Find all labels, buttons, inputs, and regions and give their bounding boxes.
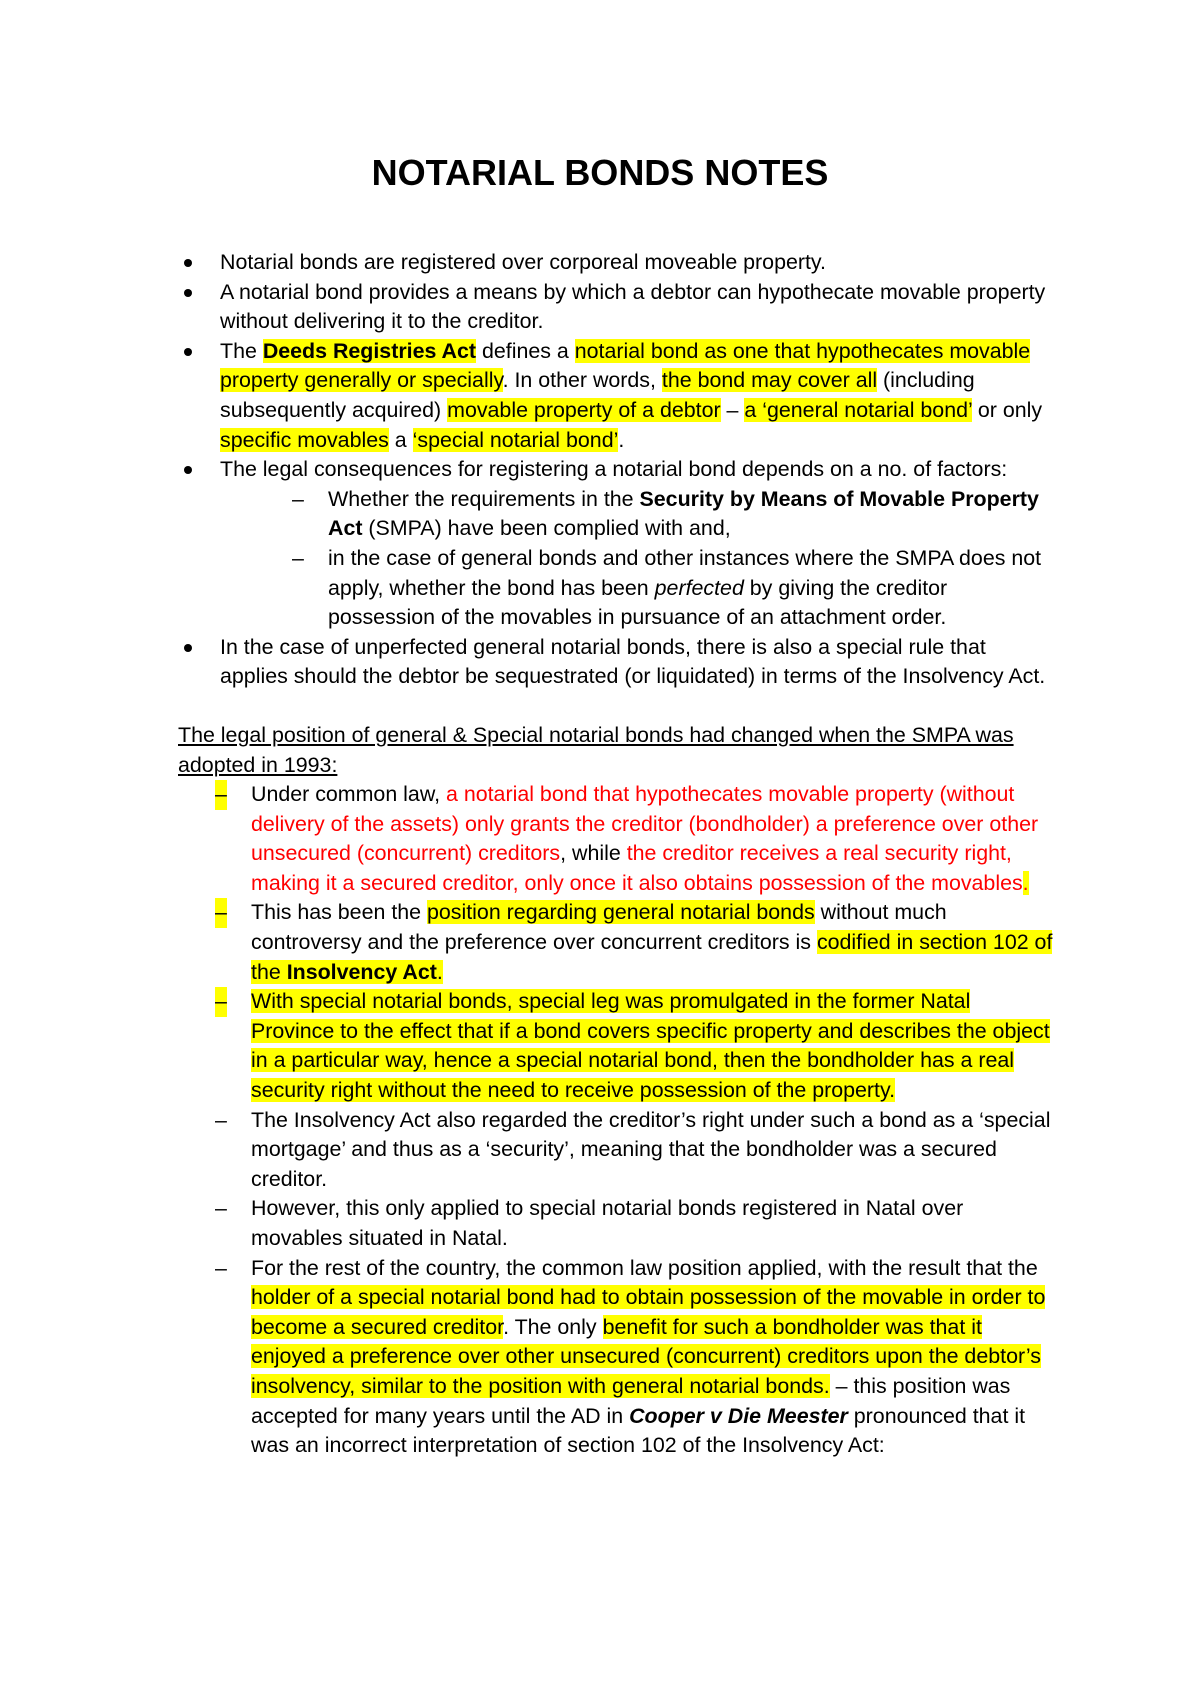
- red-text: the creditor receives a real security right, making it a secured creditor, only once it also obtains possession of the movables: [251, 841, 1023, 895]
- highlighted-text: codified in section 102 of the: [251, 930, 1053, 984]
- act-name: Deeds Registries Act: [262, 338, 477, 363]
- dash-icon: –: [292, 486, 304, 511]
- text-run: Under common law,: [251, 782, 446, 807]
- document-body: [178, 248, 1058, 1461]
- section-item: [215, 898, 1058, 987]
- text-run: (including subsequently acquired): [220, 368, 975, 422]
- text-run: or only: [971, 397, 1043, 422]
- dash-icon: –: [215, 987, 227, 1017]
- sub-list-item: [292, 485, 1058, 544]
- highlighted-text: a ‘general notarial bond’: [744, 397, 972, 422]
- bullet-item: [178, 455, 1058, 633]
- highlighted-text: [287, 960, 437, 984]
- red-text: a notarial bond that hypothecates movable property (without delivery of the assets) only grants the creditor (bondholder) a preference over other unsecured (concurrent) creditors: [251, 782, 1039, 866]
- dash-icon: –: [215, 780, 227, 810]
- text-run: by giving the creditor possession of the movables in pursuance of an attachment order.: [328, 575, 948, 630]
- highlighted-text: With special notarial bonds, special leg was promulgated in the former Natal Province to the effect that if a bond covers specific property and describes the object in a particular way, hence a special notarial bond, then the bondholder has a real security right without the need to receive possession of the property.: [251, 989, 1050, 1103]
- case-name: [629, 1404, 848, 1428]
- bullet-list: [178, 248, 1058, 692]
- text-run: . In other words,: [502, 368, 662, 393]
- dash-icon: –: [292, 545, 304, 570]
- text-run: For the rest of the country, the common law position applied, with the result that the: [251, 1255, 1038, 1280]
- bullet-text: Notarial bonds are registered over corporeal moveable property.: [220, 250, 826, 274]
- section-heading: The legal position of general & Special notarial bonds had changed when the SMPA was adopted in 1993:: [178, 722, 1014, 777]
- highlighted-text: [263, 339, 476, 363]
- text-run: , while: [560, 841, 627, 866]
- highlighted-text: benefit for such a bondholder was that it enjoyed a preference over other unsecured (concurrent) creditors upon the debtor’s insolvency, similar to the position with general notarial bonds.: [251, 1314, 1041, 1398]
- bullet-item: [178, 337, 1058, 455]
- bullet-icon: [184, 466, 192, 474]
- bullet-item: [178, 278, 1058, 337]
- italic-term: perfected: [654, 575, 744, 600]
- text-run: The: [220, 338, 263, 363]
- highlighted-text: position regarding general notarial bonds: [427, 900, 815, 925]
- text-run: without much controversy and the preference over concurrent creditors is: [251, 900, 947, 955]
- sub-list-item: [292, 544, 1058, 633]
- highlighted-text: specific movables: [220, 427, 389, 452]
- highlighted-text: ‘special notarial bond’: [412, 427, 619, 452]
- highlighted-text: .: [436, 959, 443, 984]
- bullet-icon: [184, 644, 192, 652]
- text-run: –: [720, 397, 745, 422]
- dash-icon: –: [215, 1196, 227, 1221]
- text-run: – this position was accepted for many years until the AD in: [251, 1373, 1011, 1428]
- act-name: Security by Means of Movable Property Act: [328, 486, 1039, 541]
- dash-icon: –: [215, 1107, 227, 1132]
- text-run: (SMPA) have been complied with and,: [362, 516, 731, 541]
- bullet-item: [178, 633, 1058, 692]
- case-name-italic: Cooper v Die Meester: [629, 1403, 848, 1428]
- highlighted-text: .: [1022, 870, 1029, 895]
- section-item: [215, 1254, 1058, 1461]
- section-item: [215, 1194, 1058, 1253]
- bullet-icon: [184, 348, 192, 356]
- text-run: defines a: [476, 338, 575, 363]
- bullet-text: The legal consequences for registering a notarial bond depends on a no. of factors:: [220, 457, 1008, 482]
- sub-list: [220, 485, 1058, 633]
- section-item: [215, 780, 1058, 898]
- bullet-icon: [184, 259, 192, 267]
- highlighted-text: movable property of a debtor: [447, 397, 721, 422]
- text-run: Whether the requirements in the: [328, 486, 640, 511]
- highlighted-text: the bond may cover all: [661, 368, 878, 393]
- text-run: in the case of general bonds and other instances where the SMPA does not apply, whether the bond has been: [328, 545, 1042, 600]
- text-run: .: [618, 427, 625, 452]
- bullet-icon: [184, 289, 192, 297]
- text-run: pronounced that it was an incorrect interpretation of section 102 of the Insolvency Act:: [251, 1403, 1026, 1458]
- section-item: [215, 1106, 1058, 1195]
- text-run: The Insolvency Act also regarded the creditor’s right under such a bond as a ‘special mortgage’ and thus as a ‘security’, meaning that the bondholder was a secured creditor.: [251, 1107, 1051, 1191]
- bullet-item: [178, 248, 1058, 278]
- dash-icon: –: [215, 898, 227, 928]
- text-run: a: [388, 427, 413, 452]
- page-title: NOTARIAL BONDS NOTES: [371, 152, 829, 193]
- section-item: [215, 987, 1058, 1105]
- text-run: This has been the: [251, 900, 427, 925]
- section: [178, 721, 1058, 1461]
- text-run: . The only: [503, 1314, 603, 1339]
- act-name: Insolvency Act: [286, 959, 437, 984]
- dash-icon: –: [215, 1255, 227, 1280]
- bullet-text: In the case of unperfected general notarial bonds, there is also a special rule that applies should the debtor be sequestrated (or liquidated) in terms of the Insolvency Act.: [220, 634, 1046, 689]
- bullet-text: A notarial bond provides a means by which a debtor can hypothecate movable property without delivering it to the creditor.: [220, 279, 1046, 334]
- highlighted-text: holder of a special notarial bond had to obtain possession of the movable in order to become a secured creditor: [251, 1285, 1046, 1339]
- highlighted-text: notarial bond as one that hypothecates movable property generally or specially: [220, 338, 1031, 393]
- section-list: [178, 780, 1058, 1461]
- text-run: However, this only applied to special notarial bonds registered in Natal over movables situated in Natal.: [251, 1196, 964, 1250]
